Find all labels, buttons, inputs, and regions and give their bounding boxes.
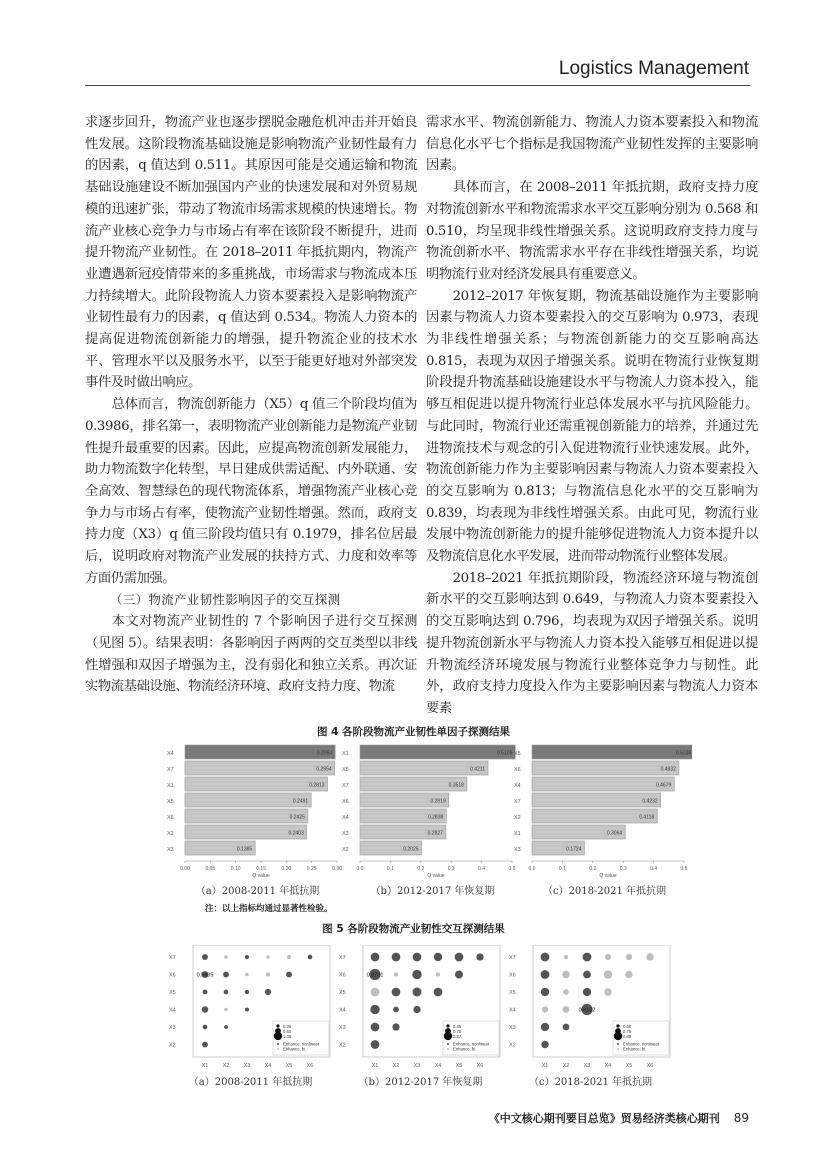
row-label: X6	[509, 972, 516, 979]
legend-type-marker	[447, 1048, 449, 1050]
caption-b: （b）2012-2017 年恢复期	[358, 1077, 483, 1088]
col-label: X6	[476, 1063, 484, 1069]
journal-header: Logistics Management	[558, 58, 749, 79]
interaction-bubble	[562, 971, 570, 979]
interaction-bubble	[541, 988, 549, 996]
category-label: X7	[514, 799, 521, 805]
interaction-bubble	[625, 971, 633, 979]
x-axis-label: Q value	[599, 873, 617, 879]
caption-a: （a）2008-2011 年抵抗期	[195, 886, 320, 897]
interaction-bubble	[646, 953, 654, 961]
interaction-bubble	[413, 953, 422, 962]
left-column	[85, 112, 417, 698]
data-label: 0.5109	[497, 750, 513, 757]
interaction-bubble	[223, 972, 229, 978]
tick-label: 0.00	[180, 866, 190, 872]
data-label: 0.4211	[470, 766, 486, 773]
legend-size-marker	[444, 1032, 452, 1040]
category-label: X4	[342, 815, 349, 821]
legend-type-label: Enhance, nonlinear	[623, 1041, 660, 1047]
tick-label: 0.2	[417, 866, 425, 872]
data-label: 0.2403	[288, 830, 304, 837]
header-rule	[85, 85, 750, 86]
interaction-bubble	[287, 955, 291, 959]
tick-label: 0.4	[650, 866, 658, 872]
bar	[360, 761, 488, 775]
bar-chart-2008-2011	[165, 743, 345, 885]
category-label: X5	[167, 799, 174, 805]
col-label: X4	[264, 1063, 272, 1069]
tick-label: 0.4	[478, 866, 486, 872]
interaction-bubble	[541, 1023, 549, 1031]
interaction-bubble	[605, 954, 611, 960]
col-label: X3	[243, 1063, 251, 1069]
figure4-title: 图 4 各阶段物流产业韧性单因子探测结果	[316, 726, 511, 738]
section-heading: （三）物流产业韧性影响因子的交互探测	[110, 592, 341, 608]
legend-type-label: Enhance, bi.	[623, 1046, 647, 1052]
category-label: X6	[342, 799, 349, 805]
page-footer	[489, 1110, 749, 1126]
data-label: 0.2813	[309, 782, 325, 789]
paragraph: 2012–2017 年恢复期，物流基础设施作为主要影响因素与物流人力资本要素投入的交互影响为 0.973，表现为非线性增强关系；与物流创新能力的交互影响高达 0.815，表现为双因子增强关系。说明在物流行业恢复期阶段提升物流基础设施建设水平与物流人力资本投入，能够互相促进以提升物流行业总体发展水平与抗风险能力。与此同时，物流行业还需重视创新能力的培养，并通过先进物流技术与观念的引入促进物流行业快速发展。此外，物流创新能力作为主要影响因素与物流人力资本要素投入的交互影响为 0.813；与物流信息化水平的交互影响为 0.839，均表现为非线性增强关系。由此可见，物流行业发展中物流创新能力的提升能够促进物流人力资本提升以及物流信息化水平发展，进而带动物流行业整体发展。	[426, 288, 758, 565]
interaction-bubble	[626, 954, 632, 960]
category-label: X3	[167, 847, 174, 853]
col-label: X4	[604, 1063, 612, 1069]
col-label: X1	[541, 1063, 549, 1069]
bar	[185, 761, 335, 775]
category-label: X3	[342, 831, 349, 837]
interaction-bubble	[202, 1006, 208, 1012]
bar	[360, 745, 515, 759]
row-label: X4	[339, 1007, 346, 1014]
col-label: X1	[201, 1063, 209, 1069]
tick-label: 0.0	[528, 866, 536, 872]
legend-size-label: 0.45	[453, 1024, 462, 1029]
interaction-bubble	[202, 1042, 208, 1048]
category-label: X1	[342, 751, 349, 757]
legend-size-label: 1.00	[283, 1034, 292, 1039]
col-label: X3	[413, 1063, 421, 1069]
data-label: 0.2954	[316, 766, 332, 773]
interaction-bubble	[245, 955, 249, 959]
category-label: X5	[514, 751, 521, 757]
category-label: X2	[514, 815, 521, 821]
col-label: X5	[455, 1063, 463, 1069]
category-label: X1	[167, 783, 174, 789]
interaction-bubble	[245, 990, 249, 994]
interaction-bubble	[563, 989, 569, 995]
legend-type-marker	[277, 1048, 279, 1050]
data-label: 0.4118	[639, 814, 655, 821]
category-label: X5	[342, 767, 349, 773]
data-label: 0.4679	[655, 782, 672, 789]
interaction-bubble	[224, 1025, 228, 1029]
annotation-label: 0.9731	[366, 972, 384, 979]
interaction-bubble	[604, 970, 612, 978]
legend-size-label: 0.36	[283, 1024, 292, 1029]
interaction-bubble	[203, 990, 208, 995]
data-label: 0.5338	[675, 750, 692, 757]
legend-size-label: 0.97	[453, 1034, 462, 1039]
col-label: X6	[646, 1063, 654, 1069]
interaction-bubble	[370, 1005, 379, 1014]
category-label: X6	[167, 815, 174, 821]
interaction-bubble	[203, 1025, 208, 1030]
bar	[532, 777, 674, 791]
paragraph: 本文对物流产业韧性的 7 个影响因子进行交互探测（见图 5）。结果表明：各影响因子两两的交互类型以非线性增强和双因子增强为主，没有弱化和独立关系。再次证实物流基础设施、物流经济环境、政府支持力度、物流	[85, 614, 417, 695]
tick-label: 0.10	[230, 866, 241, 872]
data-label: 0.2025	[403, 846, 419, 853]
data-label: 0.1724	[566, 846, 582, 853]
legend-type-label: Enhance, nonlinear	[453, 1041, 490, 1047]
data-label: 0.1385	[236, 846, 253, 853]
legend-type-label: Enhance, nonlinear	[283, 1041, 320, 1047]
interaction-plot-2008-2011	[165, 945, 337, 1075]
caption-a: （a）2008-2011 年抵抗期	[188, 1077, 313, 1088]
legend-type-marker	[617, 1048, 619, 1050]
row-label: X3	[509, 1025, 516, 1031]
tick-label: 0.05	[205, 866, 216, 872]
interaction-bubble	[542, 1006, 548, 1012]
legend-size-label: 0.60	[283, 1029, 292, 1034]
interaction-bubble	[392, 988, 401, 997]
col-label: X4	[434, 1063, 442, 1069]
footer-journal: 《中文核心期刊要目总览》贸易经济类核心期刊	[488, 1112, 720, 1125]
interaction-bubble	[583, 953, 592, 962]
interaction-bubble	[412, 987, 421, 996]
tick-label: 0.15	[256, 866, 266, 872]
legend-type-label: Enhance, bi.	[283, 1046, 307, 1052]
category-label: X1	[514, 831, 521, 837]
interaction-bubble	[286, 972, 292, 978]
interaction-bubble	[202, 954, 208, 960]
row-label: X6	[339, 972, 346, 979]
paragraph: 求逐步回升，物流产业也逐步摆脱金融危机冲击并开始良性发展。这阶段物流基础设施是影响物流产业韧性最有力的因素，q 值达到 0.511。其原因可能是交通运输和物流基础设施建设不断加强国内产业的快速发展和对外贸易规模的迅速扩张，带动了物流市场需求规模的快速增长。物流产业核心竞争力与市场占有率在该阶段不断提升，进而提升物流产业韧性。在 2018–2011 年抵抗期内，物流产业遭遇新冠疫情带来的多重挑战，市场需求与物流成本压力持续增大。此阶段物流人力资本要素投入是影响物流产业韧性最有力的因素，q 值达到 0.534。物流人力资本的提高促进物流创新能力的增强，提升物流企业的技术水平、管理水平以及服务水平，以至于能更好地对外部突发事件及时做出响应。	[85, 115, 417, 391]
data-label: 0.2838	[427, 814, 444, 821]
interaction-bubble	[563, 1006, 570, 1013]
interaction-bubble	[371, 1023, 380, 1032]
paragraph: 总体而言，物流创新能力（X5）q 值三个阶段均值为 0.3986，排名第一，表明物流产业创新能力是物流产业韧性提升最重要的因素。因此，应提高物流创新发展能力，助力物流数字化转型，早日建成供需适配、内外联通、安全高效、智慧绿色的现代物流体系，增强物流产业核心竞争力与市场占有率，使物流产业韧性增强。然而，政府支持力度（X3）q 值三阶段均值只有 0.1979，排名位居最后，说明政府对物流产业发展的扶持方式、力度和效率等方面仍需加强。	[85, 397, 417, 586]
interaction-bubble	[224, 955, 228, 959]
row-label: X3	[339, 1025, 346, 1031]
interaction-bubble	[563, 1024, 570, 1031]
row-label: X4	[169, 1007, 176, 1014]
legend-size-label: 0.60	[623, 1024, 632, 1029]
right-column	[426, 112, 758, 720]
x-axis-label: Q value	[427, 873, 445, 879]
col-label: X5	[625, 1063, 633, 1069]
interaction-bubble	[308, 955, 313, 960]
bar-chart-2012-2017	[340, 743, 520, 885]
tick-label: 0.1	[386, 866, 394, 872]
interaction-bubble	[371, 1040, 380, 1049]
legend-size-marker	[616, 1024, 619, 1027]
bar-chart-2018-2021	[512, 743, 692, 885]
tick-label: 0.0	[356, 866, 364, 872]
interaction-bubble	[393, 1007, 399, 1013]
interaction-bubble	[245, 973, 249, 977]
category-label: X3	[514, 847, 521, 853]
interaction-bubble	[392, 953, 401, 962]
legend-size-label: 0.89	[623, 1034, 632, 1039]
interaction-plot-2012-2017	[335, 945, 507, 1075]
data-label: 0.4832	[660, 766, 676, 773]
caption-c: （c）2018-2021 年抵抗期	[528, 1077, 653, 1088]
row-label: X7	[339, 955, 346, 961]
bar	[185, 777, 328, 791]
col-label: X1	[371, 1063, 379, 1069]
x-axis-label: Q value	[252, 873, 270, 879]
interaction-bubble	[434, 953, 442, 961]
legend-type-marker	[447, 1043, 449, 1045]
caption-c: （c）2018-2021 年抵抗期	[542, 886, 667, 897]
legend-type-label: Enhance, bi.	[453, 1046, 477, 1052]
legend-size-label: 0.70	[453, 1029, 462, 1034]
interaction-bubble	[266, 955, 270, 959]
col-label: X2	[222, 1063, 230, 1069]
row-label: X4	[509, 1007, 516, 1014]
interaction-bubble	[265, 989, 271, 995]
interaction-bubble	[412, 970, 421, 979]
col-label: X6	[306, 1063, 314, 1069]
data-label: 0.2827	[427, 830, 443, 837]
category-label: X6	[514, 767, 521, 773]
tick-label: 0.30	[332, 866, 342, 872]
data-label: 0.2964	[316, 750, 333, 757]
interaction-bubble	[583, 988, 591, 996]
data-label: 0.3518	[448, 782, 464, 789]
interaction-bubble	[541, 953, 550, 962]
category-label: X4	[514, 783, 521, 789]
col-label: X3	[583, 1063, 591, 1069]
tick-label: 0.1	[558, 866, 566, 872]
interaction-bubble	[266, 972, 270, 976]
interaction-bubble	[245, 1007, 249, 1011]
figure4-note: 注：以上指标均通过显著性检验。	[205, 904, 333, 914]
row-label: X6	[169, 972, 176, 979]
legend-size-marker	[276, 1024, 279, 1027]
interaction-bubble	[224, 990, 229, 995]
interaction-bubble	[434, 988, 443, 997]
legend-size-label: 0.75	[623, 1029, 632, 1034]
legend-size-marker	[274, 1032, 282, 1040]
interaction-bubble	[392, 1023, 399, 1030]
page-number: 89	[733, 1111, 749, 1125]
interaction-bubble	[224, 1008, 228, 1012]
bar	[185, 745, 335, 759]
bar	[532, 793, 661, 807]
row-label: X2	[509, 1042, 516, 1049]
interaction-bubble	[413, 1006, 420, 1013]
row-label: X7	[169, 955, 176, 961]
interaction-plot-2018-2021	[505, 945, 677, 1075]
interaction-bubble	[583, 971, 591, 979]
interaction-bubble	[394, 972, 398, 976]
interaction-bubble	[541, 1041, 549, 1049]
data-label: 0.3064	[606, 830, 623, 837]
data-label: 0.2919	[430, 798, 446, 805]
interaction-bubble	[371, 953, 380, 962]
data-label: 0.4232	[642, 798, 658, 805]
interaction-bubble	[604, 988, 612, 996]
tick-label: 0.25	[306, 866, 317, 872]
paragraph: 2018–2021 年抵抗期阶段，物流经济环境与物流创新水平的交互影响达到 0.649，与物流人力资本要素投入的交互影响达到 0.796，均表现为双因子增强关系。说明提升物流创新水平与物流人力资本投入能够互相促进以提升物流经济环境发展与物流行业整体竞争力与韧性。此外，政府支持力度投入作为主要影响因素与物流人力资本要素	[426, 570, 758, 716]
row-label: X2	[169, 1042, 176, 1049]
row-label: X3	[169, 1025, 176, 1031]
interaction-bubble	[455, 953, 464, 962]
annotation-label: 0.8132	[578, 1007, 596, 1014]
tick-label: 0.5	[680, 866, 688, 872]
paragraph: 具体而言，在 2008–2011 年抵抗期，政府支持力度对物流创新水平和物流需求水平交互影响分别为 0.568 和 0.510，均呈现非线性增强关系。这说明政府支持力度与物流创新水平、物流需求水平存在非线性增强关系，均说明物流行业对经济发展具有重要意义。	[426, 180, 758, 282]
interaction-bubble	[564, 955, 568, 959]
data-label: 0.2491	[292, 798, 309, 805]
tick-label: 0.20	[281, 866, 292, 872]
legend-type-marker	[277, 1043, 279, 1045]
tick-label: 0.5	[508, 866, 516, 872]
row-label: X5	[509, 990, 516, 996]
tick-label: 0.3	[447, 866, 455, 872]
col-label: X2	[392, 1063, 400, 1069]
legend-type-marker	[617, 1043, 619, 1045]
row-label: X5	[339, 990, 346, 996]
figure5-title: 图 5 各阶段物流产业韧性交互探测结果	[322, 923, 505, 935]
category-label: X7	[167, 767, 174, 773]
annotation-label: 0.5985	[196, 972, 214, 979]
bar	[532, 745, 692, 759]
data-label: 0.2425	[289, 814, 305, 821]
row-label: X5	[169, 990, 176, 996]
paragraph: 需求水平、物流创新能力、物流人力资本要素投入和物流信息化水平七个指标是我国物流产业韧性发挥的主要影响因素。	[426, 115, 758, 174]
legend-size-marker	[614, 1032, 622, 1040]
interaction-bubble	[436, 972, 440, 976]
col-label: X2	[562, 1063, 570, 1069]
interaction-bubble	[371, 988, 380, 997]
row-label: X2	[339, 1042, 346, 1049]
legend-size-marker	[446, 1024, 449, 1027]
interaction-bubble	[476, 953, 483, 960]
category-label: X2	[342, 847, 349, 853]
interaction-bubble	[541, 970, 550, 979]
category-label: X2	[167, 831, 174, 837]
category-label: X4	[167, 751, 174, 757]
category-label: X7	[342, 783, 349, 789]
col-label: X5	[285, 1063, 293, 1069]
bar	[532, 761, 679, 775]
tick-label: 0.2	[589, 866, 597, 872]
caption-b: （b）2012-2017 年恢复期	[370, 886, 495, 897]
row-label: X7	[509, 955, 516, 961]
interaction-bubble	[455, 971, 463, 979]
tick-label: 0.3	[619, 866, 627, 872]
